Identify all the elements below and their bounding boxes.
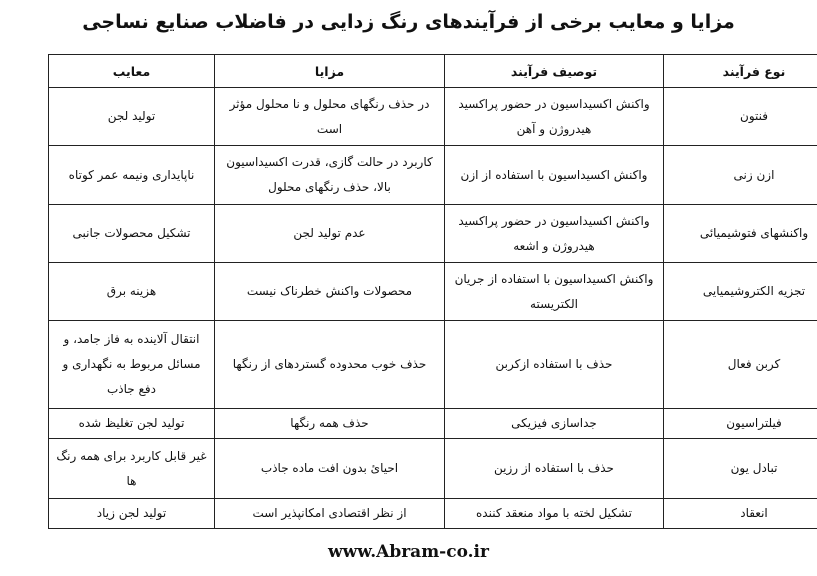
cell-advantages: از نظر اقتصادی امکانپذیر است (215, 499, 445, 529)
cell-advantages: عدم تولید لجن (215, 205, 445, 263)
table-row (49, 146, 817, 205)
cell-process-description: واکنش اکسیداسیون با استفاده از جریان الکتریسته (445, 263, 664, 321)
cell-process-type: تجزیه الکتروشیمیایی (664, 263, 817, 321)
cell-process-type: تبادل یون (664, 439, 817, 499)
process-comparison-table (48, 54, 817, 529)
table-row (49, 88, 817, 146)
cell-disadvantages: ناپایداری ونیمه عمر کوتاه (49, 146, 215, 205)
page-title: مزایا و معایب برخی از فرآیندهای رنگ زدایی در فاضلاب صنایع نساجی (82, 11, 735, 33)
header-disadvantages: معایب (49, 55, 215, 88)
header-process-description: توصیف فرآیند (445, 55, 664, 88)
website-footer: www.Abram-co.ir (328, 542, 489, 562)
cell-advantages: در حذف رنگهای محلول و نا محلول مؤثر است (215, 88, 445, 146)
cell-disadvantages: انتقال آلاینده به فاز جامد، و مسائل مربوط به نگهداری و دفع جاذب (49, 321, 215, 409)
cell-process-type: کربن فعال (664, 321, 817, 409)
cell-process-description: تشکیل لخته با مواد منعقد کننده (445, 499, 664, 529)
cell-process-description: واکنش اکسیداسیون با استفاده از ازن (445, 146, 664, 205)
cell-disadvantages: تولید لجن (49, 88, 215, 146)
cell-disadvantages: تولید لجن تغلیظ شده (49, 409, 215, 439)
header-advantages: مزایا (215, 55, 445, 88)
cell-advantages: حذف خوب محدوده گستردهای از رنگها (215, 321, 445, 409)
table-row (49, 409, 817, 439)
cell-process-type: فیلتراسیون (664, 409, 817, 439)
cell-advantages: محصولات واکنش خطرناک نیست (215, 263, 445, 321)
table-row (49, 263, 817, 321)
cell-advantages: احیائ بدون افت ماده جاذب (215, 439, 445, 499)
cell-disadvantages: هزینه برق (49, 263, 215, 321)
cell-disadvantages: تشکیل محصولات جانبی (49, 205, 215, 263)
cell-process-description: حذف با استفاده ازکربن (445, 321, 664, 409)
cell-process-type: فنتون (664, 88, 817, 146)
cell-disadvantages: تولید لجن زیاد (49, 499, 215, 529)
cell-process-description: واکنش اکسیداسیون در حضور پراکسید هیدروژن و اشعه (445, 205, 664, 263)
cell-process-description: جداسازی فیزیکی (445, 409, 664, 439)
table-row (49, 205, 817, 263)
table-row (49, 499, 817, 529)
cell-process-type: واکنشهای فتوشیمیائی (664, 205, 817, 263)
cell-process-description: واکنش اکسیداسیون در حضور پراکسید هیدروژن و آهن (445, 88, 664, 146)
cell-process-description: حذف با استفاده از رزین (445, 439, 664, 499)
table-row (49, 321, 817, 409)
cell-advantages: کاربرد در حالت گازی، قدرت اکسیداسیون بالا، حذف رنگهای محلول (215, 146, 445, 205)
cell-advantages: حذف همه رنگها (215, 409, 445, 439)
table-row (49, 439, 817, 499)
cell-process-type: انعقاد (664, 499, 817, 529)
header-process-type: نوع فرآیند (664, 55, 817, 88)
cell-process-type: ازن زنی (664, 146, 817, 205)
cell-disadvantages: غیر قابل کاربرد برای همه رنگ ها (49, 439, 215, 499)
table-header-row (49, 55, 817, 88)
